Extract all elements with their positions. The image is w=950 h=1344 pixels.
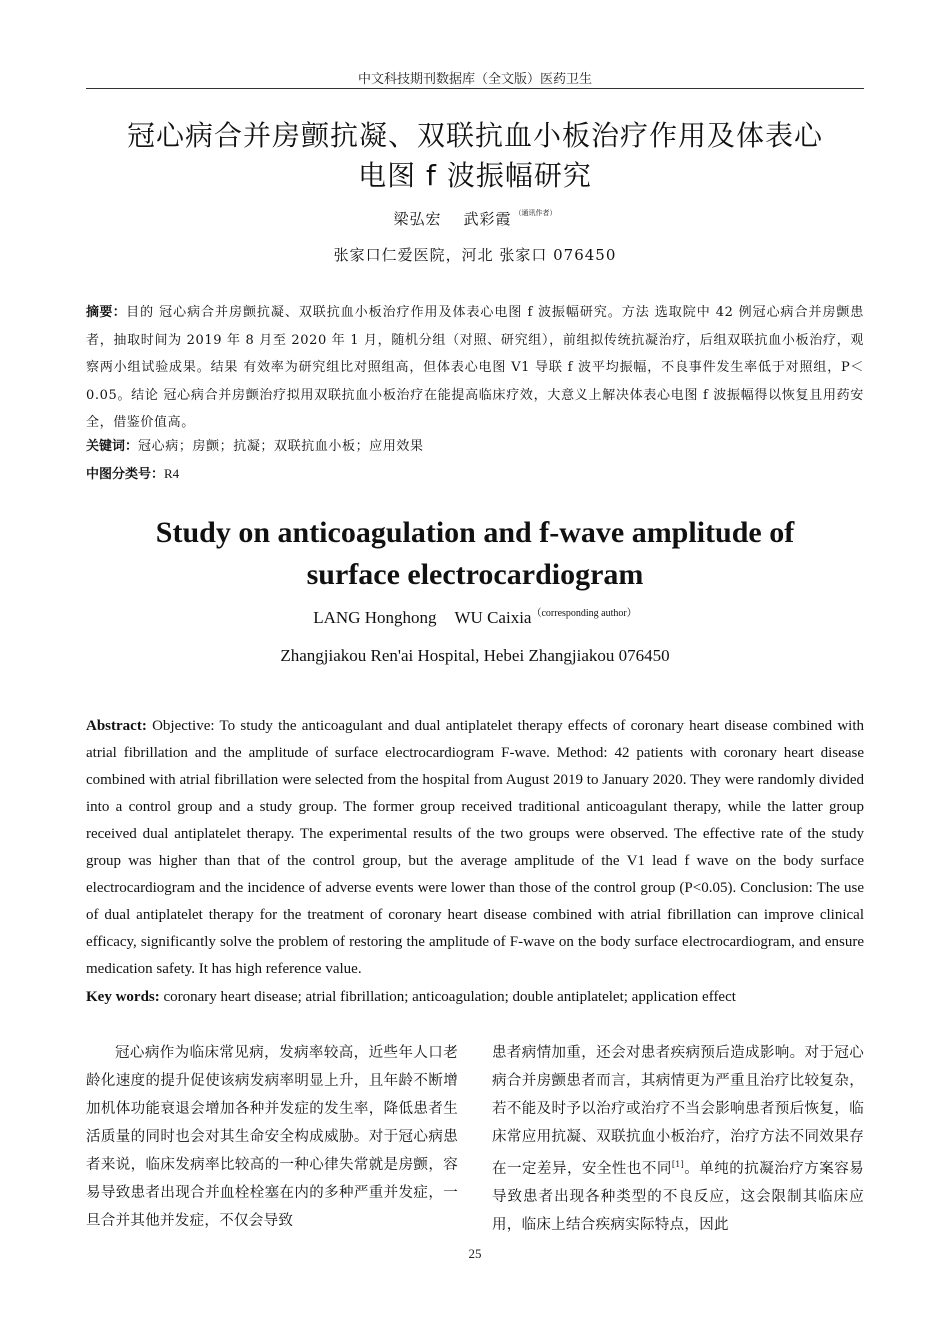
- running-header: 中文科技期刊数据库（全文版）医药卫生: [357, 72, 592, 87]
- body-paragraph-right: [492, 1039, 864, 1239]
- body-right-text-1: 患者病情加重，还会对患者疾病预后造成影响。对于冠心病合并房颤患者而言，其病情更为严重且治疗比较复杂，若不能及时予以治疗或治疗不当会影响患者预后恢复，临床常应用抗凝、双联抗血小板治疗，治疗方法不同效果存在一定差异，安全性也不同: [492, 1045, 864, 1177]
- classification-number: [86, 460, 864, 488]
- keywords-chinese: [86, 433, 864, 460]
- title-english: [60, 512, 890, 596]
- body-paragraph-left: 冠心病作为临床常见病，发病率较高，近些年人口老龄化速度的提升促使该病发病率明显上升，且年龄不断增加机体功能衰退会增加各种并发症的发生率，降低患者生活质量的同时也会对其生命安全构成威胁。对于冠心病患者来说，临床发病率比较高的一种心律失常就是房颤，容易导致患者出现合并血栓栓塞在内的多种严重并发症，一旦合并其他并发症，不仅会导致: [86, 1045, 458, 1229]
- title-english-line-1: Study on anticoagulation and f-wave amplitude of: [155, 516, 795, 549]
- keywords-chinese-text: 冠心病；房颤；抗凝；双联抗血小板；应用效果: [138, 439, 424, 454]
- author-1-english: LANG Honghong: [313, 608, 437, 627]
- classification-label: 中图分类号：: [86, 467, 165, 482]
- author-2-english: WU Caixia: [454, 608, 532, 627]
- corresponding-author-note-chinese: （通讯作者）: [514, 209, 557, 217]
- abstract-english: [86, 713, 864, 983]
- keywords-english-text: coronary heart disease; atrial fibrillation; anticoagulation; double antiplatelet; application effect: [163, 989, 736, 1005]
- affiliation-english: Zhangjiakou Ren'ai Hospital, Hebei Zhangjiakou 076450: [280, 646, 670, 665]
- keywords-chinese-label: 关键词：: [86, 439, 139, 454]
- body-column-right: [492, 1039, 864, 1239]
- body-right-text-2: 。单纯的抗凝治疗方案容易导致患者出现各种类型的不良反应，这会限制其临床应用，临床上结合疾病实际特点，因此: [492, 1161, 864, 1233]
- citation-1: [1]: [671, 1160, 685, 1169]
- title-chinese-line-2: 电图 f 波振幅研究: [358, 159, 592, 192]
- abstract-chinese-text: 目的 冠心病合并房颤抗凝、双联抗血小板治疗作用及体表心电图 f 波振幅研究。方法 选取院中 42 例冠心病合并房颤患者，抽取时间为 2019 年 8 月至 2020 年 1 月，随机分组（对照、研究组），前组拟传统抗凝治疗，后组双联抗血小板治疗，观察两小组试验成果。结果 有效率为研究组比对照组高，但体表心电图 V1 导联 f 波平均振幅，不良事件发生率低于对照组，P＜0.05。结论 冠心病合并房颤治疗拟用双联抗血小板治疗在能提高临床疗效，大意义上解决体表心电图 f 波振幅得以恢复且用药安全，借鉴价值高。: [86, 305, 864, 430]
- title-english-line-2: surface electrocardiogram: [306, 558, 644, 591]
- author-1-chinese: 梁弘宏: [393, 210, 442, 228]
- authors-english: [86, 604, 864, 628]
- title-chinese-line-1: 冠心病合并房颤抗凝、双联抗血小板治疗作用及体表心: [126, 119, 823, 152]
- author-2-chinese: 武彩霞: [463, 210, 512, 228]
- authors-chinese: [86, 208, 864, 229]
- header-rule: [86, 88, 864, 89]
- affiliation-chinese: 张家口仁爱医院，河北 张家口 076450: [333, 246, 617, 264]
- keywords-english: [86, 984, 864, 1011]
- abstract-chinese-label: 摘要：: [86, 305, 127, 320]
- classification-value: R4: [164, 466, 180, 481]
- title-chinese: [60, 116, 890, 196]
- body-column-left: [86, 1039, 458, 1235]
- abstract-english-label: Abstract:: [86, 718, 147, 734]
- corresponding-author-note-english: （corresponding author）: [531, 608, 637, 619]
- keywords-english-label: Key words:: [86, 989, 160, 1005]
- page-number: 25: [468, 1246, 482, 1261]
- abstract-english-text: Objective: To study the anticoagulant and dual antiplatelet therapy effects of coronary heart disease combined with atrial fibrillation and the amplitude of surface electrocardiogram F-wave. Method: 42 patients with coronary heart disease combined with atrial fibrillation were selected from the hospital from August 2019 to January 2020. They were randomly divided into a control group and a study group. The former group received traditional anticoagulant therapy, while the latter group received dual antiplatelet therapy. The experimental results of the two groups were observed. The effective rate of the study group was higher than that of the control group, but the average amplitude of the V1 lead f wave on the body surface electrocardiogram and the incidence of adverse events were lower than those of the control group (P<0.05). Conclusion: The use of dual antiplatelet therapy for the treatment of coronary heart disease combined with atrial fibrillation can improve clinical efficacy, significantly solve the problem of restoring the amplitude of F-wave on the body surface electrocardiogram, and ensure medication safety. It has high reference value.: [86, 718, 864, 977]
- abstract-chinese: [86, 299, 864, 437]
